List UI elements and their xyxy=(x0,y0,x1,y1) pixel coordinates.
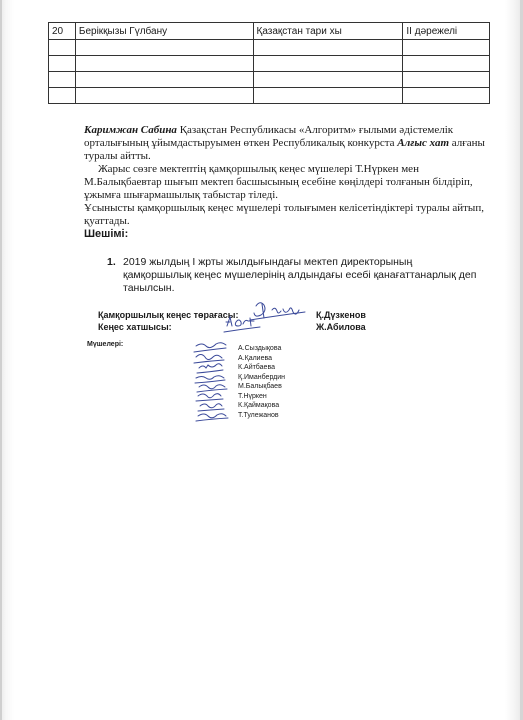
table-row xyxy=(49,23,490,40)
minutes-body xyxy=(84,124,492,241)
table-cell xyxy=(403,40,490,56)
speaker-name: Каримжан Сабина xyxy=(84,124,177,136)
member-name: М.Балықбаев xyxy=(238,383,282,390)
members-list xyxy=(238,344,285,420)
decision-number: 1. xyxy=(107,256,116,268)
decision-text: 2019 жылдың I жрты жылдығындағы мектеп директорының қамқоршылық кеңес мүшелерінің алдындағы есебі қанағаттанарлық деп танылсын. xyxy=(123,256,477,294)
chair-name: Қ.Дүзкенов xyxy=(316,310,366,320)
table-cell xyxy=(49,40,76,56)
member-name: К.Айтбаева xyxy=(238,364,275,371)
table-cell xyxy=(75,40,253,56)
member-name: Қ.Иманбердин xyxy=(238,373,286,381)
table-row xyxy=(49,88,490,104)
awards-table xyxy=(48,22,490,104)
table-cell-degree: II дәрежелі xyxy=(403,23,490,40)
table-cell xyxy=(253,88,403,104)
paragraph-text: алғаны туралы айтты. xyxy=(84,137,485,162)
member-name: А.Қалиева xyxy=(238,354,273,362)
table-cell xyxy=(403,88,490,104)
table-cell-student: Берікқызы Гүлбану xyxy=(75,23,253,40)
table-cell xyxy=(253,56,403,72)
paragraph-proposal: Ұсынысты қамқоршылық кеңес мүшелері толығымен келісетіндіктері туралы айтып, қуаттады. xyxy=(84,202,484,227)
decision-heading: Шешімі: xyxy=(84,228,129,240)
table-cell xyxy=(403,56,490,72)
secretary-name: Ж.Абилова xyxy=(316,322,366,332)
chair-signature xyxy=(250,303,305,320)
paragraph-discussion: Жарыс сөзге мектептің қамқоршылық кеңес мүшелері Т.Нүркен мен М.Балықбаевтар шығып мектеп басшысының есебіне көңілдері толғанын білдіріп, ұжымға шығармашылық табыстар тіледі. xyxy=(84,163,473,201)
paragraph-text: Қазақстан Республикасы «Алгоритм» ғылыми әдістемелік орталығының ұйымдастыруымен өткен Республикалық конкурста xyxy=(84,124,454,149)
table-cell xyxy=(75,56,253,72)
member-signatures xyxy=(194,343,228,421)
table-cell xyxy=(253,72,403,88)
award-name: Алғыс хат xyxy=(397,137,450,149)
table-cell-subject: Қазақстан тари хы xyxy=(253,23,403,40)
chair-label: Қамқоршылық кеңес төрағасы: xyxy=(98,310,239,320)
member-name: Т.Тулежанов xyxy=(238,411,279,419)
table-cell-number: 20 xyxy=(49,23,76,40)
member-name: Т.Нүркен xyxy=(238,392,267,400)
secretary-label: Кеңес хатшысы: xyxy=(98,322,172,332)
table-row xyxy=(49,72,490,88)
table-cell xyxy=(49,72,76,88)
table-cell xyxy=(49,88,76,104)
member-name: К.Қаймақова xyxy=(238,402,280,409)
table-row xyxy=(49,40,490,56)
table-cell xyxy=(75,72,253,88)
table-cell xyxy=(253,40,403,56)
members-label: Мүшелері: xyxy=(87,341,124,348)
table-cell xyxy=(403,72,490,88)
paragraph-report xyxy=(84,124,492,163)
scan-edge-left xyxy=(0,0,2,720)
table-cell xyxy=(75,88,253,104)
table-row xyxy=(49,56,490,72)
member-name: А.Сыздықова xyxy=(238,345,282,352)
table-cell xyxy=(49,56,76,72)
